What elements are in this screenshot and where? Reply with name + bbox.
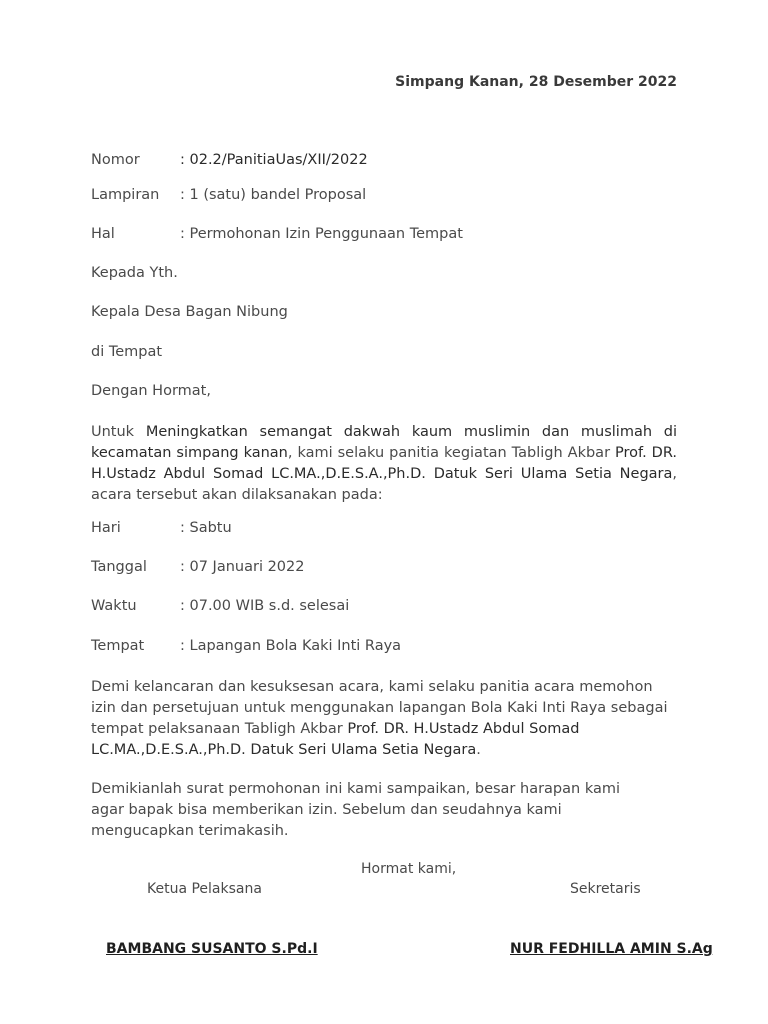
- meta-value-nomor: : 02.2/PanitiaUas/XII/2022: [180, 152, 368, 168]
- body-paragraph: [91, 677, 671, 761]
- recipient-line-1: Kepada Yth.: [91, 265, 178, 281]
- intro-part-5: , acara tersebut akan dilaksanakan pada:: [91, 466, 677, 503]
- meta-label-hal: Hal: [91, 226, 115, 242]
- left-signatory-name: BAMBANG SUSANTO S.Pd.I: [106, 941, 318, 957]
- right-signatory-name: NUR FEDHILLA AMIN S.Ag: [510, 941, 713, 957]
- body-part-2: Prof. DR. H.Ustadz Abdul Somad LC.MA.,D.E.S.A.,Ph.D. Datuk Seri Ulama Setia Negara: [91, 721, 580, 758]
- detail-label-tanggal: Tanggal: [91, 559, 147, 575]
- recipient-line-3: di Tempat: [91, 344, 163, 360]
- greeting: Dengan Hormat,: [91, 383, 211, 399]
- signoff: Hormat kami,: [361, 861, 457, 877]
- meta-label-lampiran: Lampiran: [91, 187, 160, 203]
- place-date: Simpang Kanan, 28 Desember 2022: [395, 74, 677, 90]
- recipient-line-2: Kepala Desa Bagan Nibung: [91, 304, 288, 320]
- body-part-3: .: [476, 742, 481, 758]
- body-part-1: Demi kelancaran dan kesuksesan acara, kami selaku panitia acara memohon izin dan persetujuan untuk menggunakan lapangan Bola Kaki Inti Raya sebagai tempat pelaksanaan Tabligh Akbar: [91, 679, 668, 737]
- intro-part-3: , kami selaku panitia kegiatan Tabligh Akbar: [287, 445, 616, 461]
- detail-label-hari: Hari: [91, 520, 121, 536]
- meta-value-lampiran: : 1 (satu) bandel Proposal: [180, 187, 367, 203]
- detail-value-hari: : Sabtu: [180, 520, 232, 536]
- left-signatory-title: Ketua Pelaksana: [147, 881, 262, 897]
- intro-part-4: Prof. DR. H.Ustadz Abdul Somad LC.MA.,D.E.S.A.,Ph.D. Datuk Seri Ulama Setia Negara: [91, 445, 677, 482]
- detail-value-tanggal: : 07 Januari 2022: [180, 559, 305, 575]
- detail-value-waktu: : 07.00 WIB s.d. selesai: [180, 598, 350, 614]
- intro-paragraph: [91, 422, 677, 506]
- detail-value-tempat: : Lapangan Bola Kaki Inti Raya: [180, 638, 402, 654]
- right-signatory-title: Sekretaris: [570, 881, 641, 897]
- detail-label-waktu: Waktu: [91, 598, 137, 614]
- meta-value-hal: : Permohonan Izin Penggunaan Tempat: [180, 226, 463, 242]
- intro-part-2: Meningkatkan semangat dakwah kaum muslimin dan muslimah di kecamatan simpang kanan: [91, 424, 677, 461]
- closing-paragraph: Demikianlah surat permohonan ini kami sampaikan, besar harapan kami agar bapak bisa memberikan izin. Sebelum dan seudahnya kami mengucapkan terimakasih.: [91, 781, 620, 839]
- intro-part-1: Untuk: [91, 424, 146, 440]
- detail-label-tempat: Tempat: [91, 638, 145, 654]
- meta-label-nomor: Nomor: [91, 152, 140, 168]
